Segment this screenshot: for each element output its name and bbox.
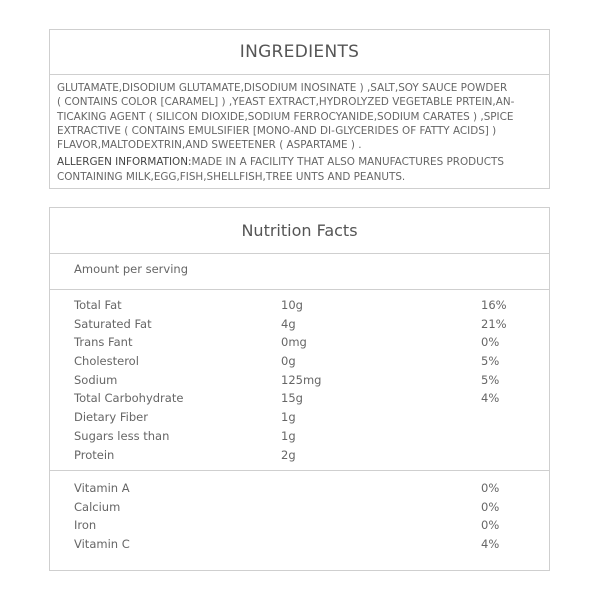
- nutrient-dv: 0%: [481, 335, 500, 350]
- nutrient-amount: 4g: [281, 316, 296, 331]
- nutrient-table: [50, 290, 549, 471]
- vitamin-dv: 0%: [481, 518, 500, 533]
- nutrient-amount: 125mg: [281, 372, 322, 387]
- nutrient-row: [50, 429, 549, 448]
- ingredients-title: INGREDIENTS: [50, 30, 549, 75]
- nutrient-row: [50, 298, 549, 317]
- vitamin-row: [50, 518, 549, 537]
- vitamin-row: [50, 481, 549, 500]
- vitamin-dv: 0%: [481, 499, 500, 514]
- nutrient-name: Dietary Fiber: [74, 410, 148, 425]
- nutrition-facts-panel: [49, 207, 550, 571]
- nutrient-dv: 21%: [481, 316, 507, 331]
- allergen-label: ALLERGEN INFORMATION:: [57, 156, 192, 169]
- nutrient-amount: 2g: [281, 447, 296, 462]
- nutrient-name: Sodium: [74, 372, 118, 387]
- nutrient-name: Sugars less than: [74, 428, 170, 443]
- nutrient-name: Saturated Fat: [74, 316, 152, 331]
- nutrient-row: [50, 335, 549, 354]
- nutrient-name: Cholesterol: [74, 354, 139, 369]
- ingredients-text: [50, 75, 549, 184]
- nutrient-row: [50, 448, 549, 467]
- vitamin-name: Iron: [74, 518, 97, 533]
- allergen-text: MADE IN A FACILITY THAT ALSO MANUFACTURES PRODUCTS: [191, 156, 504, 169]
- nutrient-dv: 5%: [481, 372, 500, 387]
- allergen-info: [57, 155, 543, 184]
- nutrient-dv: 16%: [481, 298, 507, 312]
- nutrient-row: [50, 317, 549, 336]
- ingredients-line: ( CONTAINS COLOR [CARAMEL] ) ,YEAST EXTRACT,HYDROLYZED VEGETABLE PRTEIN,AN-: [57, 96, 515, 109]
- nutrient-amount: 0g: [281, 354, 296, 369]
- nutrient-amount: 15g: [281, 391, 303, 406]
- nutrient-amount: 1g: [281, 410, 296, 425]
- nutrition-title: Nutrition Facts: [50, 208, 549, 254]
- nutrient-row: [50, 354, 549, 373]
- nutrient-dv: 5%: [481, 354, 500, 369]
- nutrient-amount: 10g: [281, 298, 303, 312]
- nutrient-amount: 1g: [281, 428, 296, 443]
- vitamin-name: Vitamin A: [74, 481, 130, 495]
- ingredients-line: TICAKING AGENT ( SILICON DIOXIDE,SODIUM FERROCYANIDE,SODIUM CARATES ) ,SPICE: [57, 110, 514, 123]
- nutrient-row: [50, 410, 549, 429]
- nutrient-name: Total Carbohydrate: [74, 391, 184, 406]
- nutrient-row: [50, 391, 549, 410]
- ingredients-line: EXTRACTIVE ( CONTAINS EMULSIFIER [MONO-AND DI-GLYCERIDES OF FATTY ACIDS] ): [57, 124, 497, 137]
- nutrient-dv: 4%: [481, 391, 500, 406]
- vitamin-name: Vitamin C: [74, 537, 130, 552]
- vitamin-row: [50, 537, 549, 556]
- vitamin-row: [50, 500, 549, 519]
- ingredients-line: GLUTAMATE,DISODIUM GLUTAMATE,DISODIUM INOSINATE ) ,SALT,SOY SAUCE POWDER: [57, 82, 508, 94]
- nutrient-name: Total Fat: [74, 298, 122, 312]
- ingredients-panel: [49, 29, 550, 189]
- vitamin-dv: 4%: [481, 537, 500, 552]
- ingredients-line: FLAVOR,MALTODEXTRIN,AND SWEETENER ( ASPARTAME ) .: [57, 139, 362, 152]
- vitamin-dv: 0%: [481, 481, 500, 495]
- vitamin-name: Calcium: [74, 499, 121, 514]
- nutrient-amount: 0mg: [281, 335, 307, 350]
- nutrient-name: Trans Fant: [74, 335, 133, 350]
- nutrient-row: [50, 373, 549, 392]
- vitamin-table: [50, 471, 549, 556]
- nutrient-name: Protein: [74, 447, 115, 462]
- amount-per-serving: Amount per serving: [50, 254, 549, 290]
- allergen-text: CONTAINING MILK,EGG,FISH,SHELLFISH,TREE UNTS AND PEANUTS.: [57, 170, 406, 183]
